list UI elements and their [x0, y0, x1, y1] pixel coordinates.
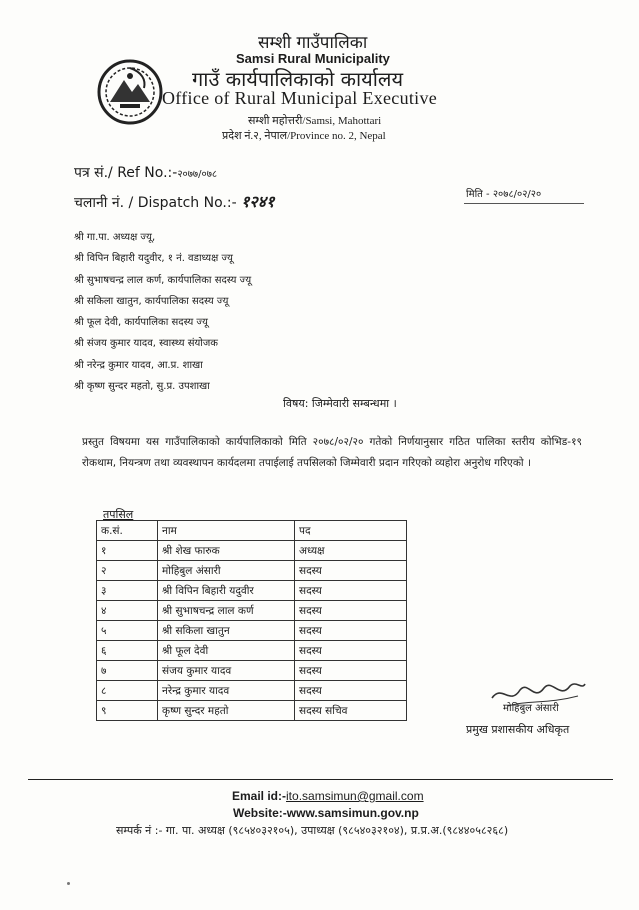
footer-email [232, 789, 424, 803]
table-caption: तपसिल [103, 508, 134, 521]
ref-number [74, 163, 217, 182]
signatory-title: प्रमुख प्रशासकीय अधिकृत [466, 723, 570, 736]
cell-name: श्री फूल देवी [158, 641, 295, 661]
recipient-item: श्री संजय कुमार यादव, स्वास्थ्य संयोजक [74, 338, 218, 350]
table-row [97, 681, 407, 701]
cell-post: सदस्य सचिव [295, 701, 407, 721]
cell-name: श्री सुभाषचन्द्र लाल कर्ण [158, 601, 295, 621]
cell-serial: ९ [97, 701, 158, 721]
cell-serial: २ [97, 561, 158, 581]
recipient-item: श्री फूल देवी, कार्यपालिका सदस्य ज्यू [74, 317, 208, 329]
cell-post: सदस्य [295, 681, 407, 701]
table-header-row [97, 521, 407, 541]
cell-post: सदस्य [295, 621, 407, 641]
cell-name: श्री सकिला खातुन [158, 621, 295, 641]
dispatch-number [74, 190, 274, 212]
cell-name: श्री शेख फारुक [158, 541, 295, 561]
date-label: मिति - [466, 189, 490, 200]
cell-post: सदस्य [295, 641, 407, 661]
letter-subject: विषय: जिम्मेवारी सम्बन्धमा । [283, 397, 397, 410]
letter-body: प्रस्तुत विषयमा यस गाउँपालिकाको कार्यपालिकाको मिति २०७८/०२/२० गतेको निर्णयानुसार गठित पालिका स्तरीय कोभिड-१९ रोकथाम, नियन्त्रण तथा व्यवस्थापन कार्यदलमा तपाईलाई तपसिलको जिम्मेवारी प्रदान गरिएको व्यहोरा अनुरोध गरिएको । [82, 436, 582, 469]
cell-name: श्री विपिन बिहारी यदुवीर [158, 581, 295, 601]
ref-label: पत्र सं./ Ref No.:- [74, 165, 178, 181]
cell-serial: ८ [97, 681, 158, 701]
table-row [97, 561, 407, 581]
email-link[interactable]: ito.samsimun@gmail.com [286, 789, 424, 803]
cell-serial: ३ [97, 581, 158, 601]
municipality-logo-icon [96, 58, 164, 126]
table-row [97, 541, 407, 561]
office-province: प्रदेश नं.२, नेपाल/Province no. 2, Nepal [222, 130, 386, 142]
col-header-post: पद [295, 521, 407, 541]
municipality-name-nepali: सम्शी गाउँपालिका [258, 33, 368, 53]
cell-post: सदस्य [295, 601, 407, 621]
footer-website[interactable]: Website:-www.samsimun.gov.np [233, 806, 419, 820]
cell-serial: १ [97, 541, 158, 561]
table-row [97, 661, 407, 681]
office-address: सम्शी महोत्तरी/Samsi, Mahottari [248, 115, 382, 127]
table-row [97, 701, 407, 721]
recipient-item: श्री गा.पा. अध्यक्ष ज्यू, [74, 232, 156, 243]
footer-contact: सम्पर्क नं :- गा. पा. अध्यक्ष (९८५४०३२१०५), उपाध्यक्ष (९८५४०३२१०४), प्र.प्र.अ.(९८४४०५८२६८) [116, 824, 509, 837]
office-name-nepali: गाउँ कार्यपालिकाको कार्यालय [192, 67, 404, 91]
date-value: २०७८/०२/२० [492, 189, 542, 200]
cell-post: अध्यक्ष [295, 541, 407, 561]
municipality-name-english: Samsi Rural Municipality [236, 51, 390, 66]
date-underline [464, 203, 584, 204]
footer-divider [28, 779, 613, 780]
cell-post: सदस्य [295, 561, 407, 581]
cell-post: सदस्य [295, 581, 407, 601]
committee-table [96, 520, 407, 721]
cell-serial: ४ [97, 601, 158, 621]
recipient-item: श्री नरेन्द्र कुमार यादव, आ.प्र. शाखा [74, 359, 203, 371]
scan-speck [67, 882, 70, 885]
cell-name: कृष्ण सुन्दर महतो [158, 701, 295, 721]
recipient-item: श्री सकिला खातुन, कार्यपालिका सदस्य ज्यू [74, 295, 229, 307]
recipient-item: श्री विपिन बिहारी यदुवीर, १ नं. वडाध्यक्ष ज्यू [74, 253, 233, 265]
table-row [97, 601, 407, 621]
col-header-name: नाम [158, 521, 295, 541]
col-header-serial: क.सं. [97, 521, 158, 541]
dispatch-label: चलानी नं. / Dispatch No.:- [74, 195, 237, 211]
cell-serial: ७ [97, 661, 158, 681]
letter-date [466, 186, 541, 200]
cell-serial: ६ [97, 641, 158, 661]
cell-name: मोहिबुल अंसारी [158, 561, 295, 581]
table-row [97, 581, 407, 601]
email-label: Email id:- [232, 789, 287, 803]
recipient-item: श्री कृष्ण सुन्दर महतो, सु.प्र. उपशाखा [74, 381, 210, 393]
office-name-english: Office of Rural Municipal Executive [162, 88, 438, 108]
recipient-list [74, 227, 251, 397]
cell-post: सदस्य [295, 661, 407, 681]
table-row [97, 641, 407, 661]
recipient-item: श्री सुभाषचन्द्र लाल कर्ण, कार्यपालिका सदस्य ज्यू [74, 274, 252, 286]
dispatch-value: १२४१ [241, 194, 275, 211]
cell-name: संजय कुमार यादव [158, 661, 295, 681]
ref-value: २०७७/०७८ [177, 169, 218, 180]
table-row [97, 621, 407, 641]
cell-serial: ५ [97, 621, 158, 641]
signatory-name: मोहिबुल अंसारी [503, 703, 559, 714]
cell-name: नरेन्द्र कुमार यादव [158, 681, 295, 701]
